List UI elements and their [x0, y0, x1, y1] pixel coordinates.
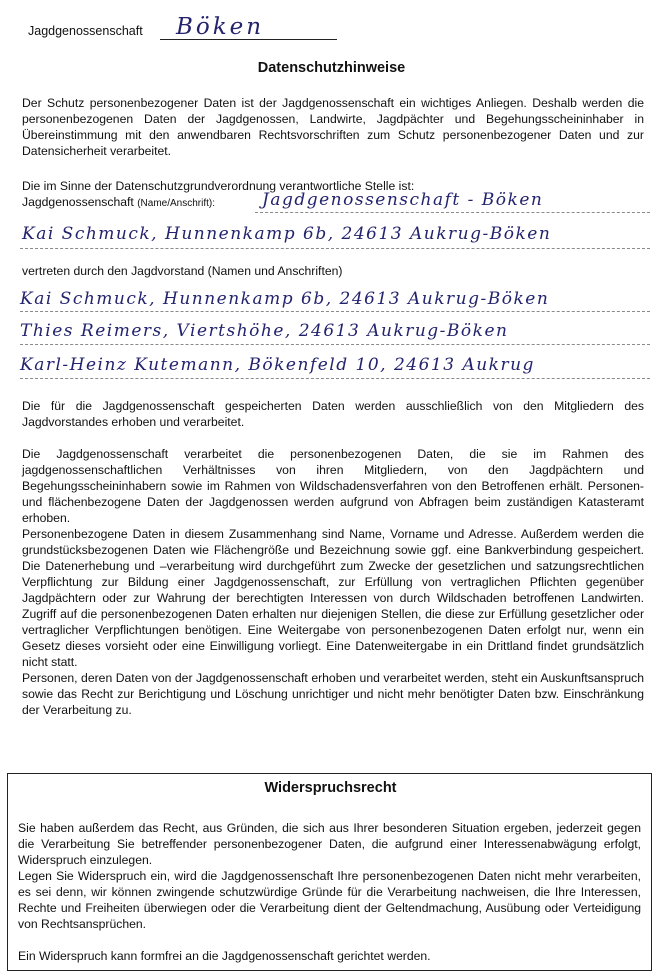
- objection-paragraph-3: Ein Widerspruch kann formfrei an die Jagdgenossenschaft gerichtet werden.: [18, 949, 431, 963]
- responsible-sentence: Die im Sinne der Datenschutzgrundverordnung verantwortliche Stelle ist:: [22, 179, 415, 193]
- objection-title: Widerspruchsrecht: [264, 780, 397, 796]
- processing-paragraphs: [22, 446, 644, 718]
- header-label: Jagdgenossenschaft: [28, 24, 143, 38]
- intro-text: Der Schutz personenbezogener Daten ist der Jagdgenossenschaft ein wichtiges Anliegen. Deshalb werden die personenbezogenen Daten der Jagdgenossen, Landwirte, Jagdpächter und Begehungsscheininhaber in Übereinstimmung mit den anwendbaren Rechtsvorschriften zum Schutz personenbezogener Daten und zur Datensicherheit verarbeitet.: [22, 96, 644, 158]
- objection-paragraph-2: Legen Sie Widerspruch ein, wird die Jagdgenossenschaft Ihre personenbezogenen Daten nicht mehr verarbeiten, es sei denn, wir können zwingende schutzwürdige Gründe für die Verarbeitung nachweisen, die Ihre Interessen, Rechte und Freiheiten überwiegen oder die Verarbeitung dient der Geltendmachung, Ausübung oder Verteidigung von Rechtsansprüchen.: [18, 869, 641, 931]
- objection-box: [7, 773, 652, 971]
- responsible-label-hint: (Name/Anschrift):: [137, 198, 215, 209]
- paragraph-processing: Die Jagdgenossenschaft verarbeitet die personenbezogenen Daten, die sie im Rahmen des jagdgenossenschaftlichen Verhältnisses von ihren Mitgliedern, von den Jagdpächtern und Begehungsscheininhabern sowie im Rahmen von Wildschadensverfahren von den Betroffenen erhält. Personen- und flächenbezogene Daten der Jagdgenossen werden aufgrund von Abfragen beim zuständigen Katasteramt erhoben.: [22, 447, 644, 525]
- page-title: Datenschutzhinweise: [257, 60, 406, 76]
- objection-text: [18, 820, 641, 964]
- objection-paragraph-1: Sie haben außerdem das Recht, aus Gründen, die sich aus Ihrer besonderen Situation ergeben, jederzeit gegen die Verarbeitung Sie betreffender personenbezogener Daten, die aufgrund einer Interessenabwägung erfolgt, Widerspruch einzulegen.: [18, 821, 641, 867]
- board-underline-3: [20, 378, 650, 379]
- responsible-label-row: [22, 195, 215, 209]
- board-handwritten-line-1: Kai Schmuck, Hunnenkamp 6b, 24613 Aukrug-Böken: [20, 289, 550, 309]
- board-handwritten-line-3: Karl-Heinz Kutemann, Bökenfeld 10, 24613 Aukrug: [20, 355, 535, 375]
- responsible-underline-1: [255, 212, 650, 213]
- board-underline-2: [20, 344, 650, 345]
- storage-paragraph: [22, 398, 644, 430]
- paragraph-storage: Die für die Jagdgenossenschaft gespeicherten Daten werden ausschließlich von den Mitgliedern des Jagdvorstandes erhoben und verarbeitet.: [22, 399, 644, 429]
- paragraph-rights: Personen, deren Daten von der Jagdgenossenschaft erhoben und verarbeitet werden, steht ein Auskunftsanspruch sowie das Recht zur Berichtigung und Löschung unrichtiger und nicht mehr benötigter Daten bzw. Einschränkung der Verarbeitung zu.: [22, 671, 644, 717]
- board-label: vertreten durch den Jagdvorstand (Namen und Anschriften): [22, 264, 343, 278]
- board-handwritten-line-2: Thies Reimers, Viertshöhe, 24613 Aukrug-Böken: [20, 321, 509, 341]
- paragraph-data-types: Personenbezogene Daten in diesem Zusammenhang sind Name, Vorname und Adresse. Außerdem werden die grundstücksbezogenen Daten wie Flächengröße und Bezeichnung sowie ggf. eine Bankverbindung gespeichert. Die Datenerhebung und –verarbeitung wird durchgeführt zum Zwecke der gesetzlichen und satzungsrechtlichen Verpflichtung zur Bildung einer Jagdgenossenschaft, zur Erfüllung von vertraglichen Pflichten gegenüber Jagdpächtern oder zur Wahrung der berechtigten Interessen von durch Wildschaden betroffenen Landwirten. Zugriff auf die personenbezogenen Daten erhalten nur diejenigen Stellen, die diese zur Erfüllung gesetzlicher oder vertraglicher Verpflichtungen benötigen. Eine Weitergabe von personenbezogenen Daten erfolgt nur, wenn ein Gesetz dieses vorsieht oder eine Einwilligung vorliegt. Eine Datenweitergabe in ein Drittland findet grundsätzlich nicht statt.: [22, 527, 644, 669]
- board-underline-1: [20, 311, 650, 312]
- responsible-label: Jagdgenossenschaft: [22, 195, 134, 209]
- header-handwritten-name: Böken: [176, 14, 265, 40]
- responsible-handwritten-line1: Jagdgenossenschaft - Böken: [262, 190, 544, 210]
- responsible-handwritten-line2: Kai Schmuck, Hunnenkamp 6b, 24613 Aukrug-Böken: [22, 224, 552, 244]
- responsible-underline-2: [20, 248, 650, 249]
- intro-paragraph: [22, 95, 644, 159]
